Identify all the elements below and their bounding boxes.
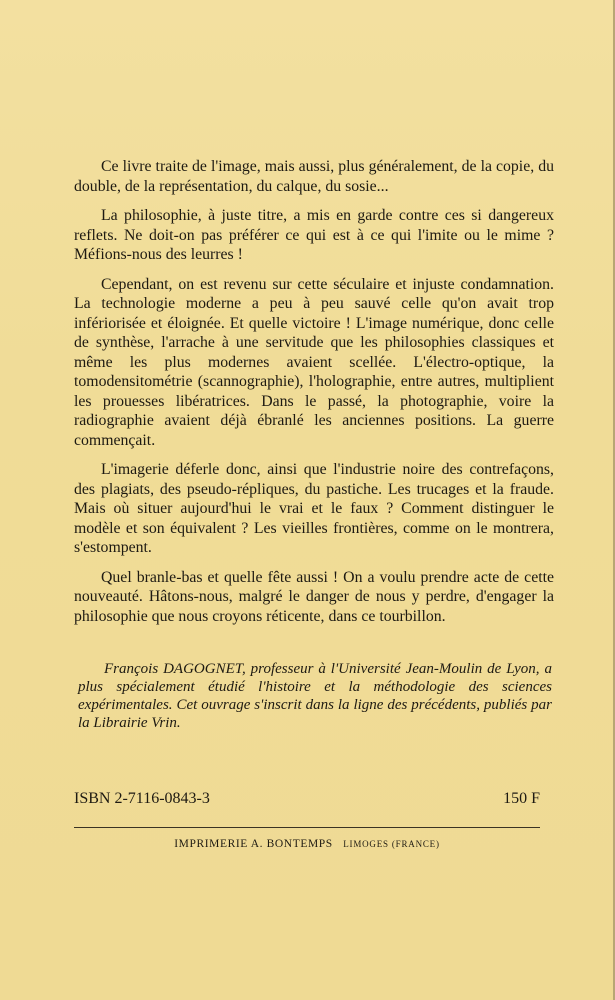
blurb [74,157,554,636]
blurb-paragraph: Cependant, on est revenu sur cette séculaire et injuste condamnation. La technologie moderne a peu à peu sauvé celle qu'on avait trop infériorisée et éloignée. Et quelle victoire ! L'image numérique, donc celle de synthèse, l'arrache à une servitude que les philosophies classiques et même les plus modernes avaient scellée. L'électro-optique, la tomodensitométrie (scannographie), l'holographie, entre autres, multiplient les prouesses libératrices. Dans le passé, la photographie, voire la radiographie avaient déjà ébranlé les anciennes positions. La guerre commençait. [74,275,554,449]
price: 150 F [503,790,540,807]
blurb-paragraph: La philosophie, à juste titre, a mis en garde contre ces si dangereux reflets. Ne doit-on pas préférer ce qui est à ce qui l'imite ou le mime ? Méfions-nous des leurres ! [74,207,554,263]
blurb-paragraph: L'imagerie déferle donc, ainsi que l'industrie noire des contrefaçons, des plagiats, des pseudo-répliques, du pastiche. Les trucages et la fraude. Mais où situer aujourd'hui le vrai et le faux ? Comment distinguer le modèle et son équivalent ? Les vieilles frontières, comme on le montrera, s'estompent. [74,461,554,556]
divider [74,827,540,828]
printer-name: IMPRIMERIE A. BONTEMPS [174,838,333,850]
printer-imprint [74,836,540,852]
isbn: ISBN 2-7116-0843-3 [74,790,210,807]
blurb-paragraph: Ce livre traite de l'image, mais aussi, plus généralement, de la copie, du double, de la représentation, du calque, du sosie... [74,158,554,195]
author-note: François DAGOGNET, professeur à l'Université Jean-Moulin de Lyon, a plus spécialement étudié l'histoire et la méthodologie des sciences expérimentales. Cet ouvrage s'inscrit dans la ligne des précédents, publiés par la Librairie Vrin. [78,661,552,731]
printer-city: LIMOGES (FRANCE) [343,839,440,849]
blurb-paragraph: Quel branle-bas et quelle fête aussi ! On a voulu prendre acte de cette nouveauté. Hâtons-nous, malgré le danger de nous y perdre, d'engager la philosophie que nous croyons réticente, dans ce tourbillon. [74,568,554,625]
